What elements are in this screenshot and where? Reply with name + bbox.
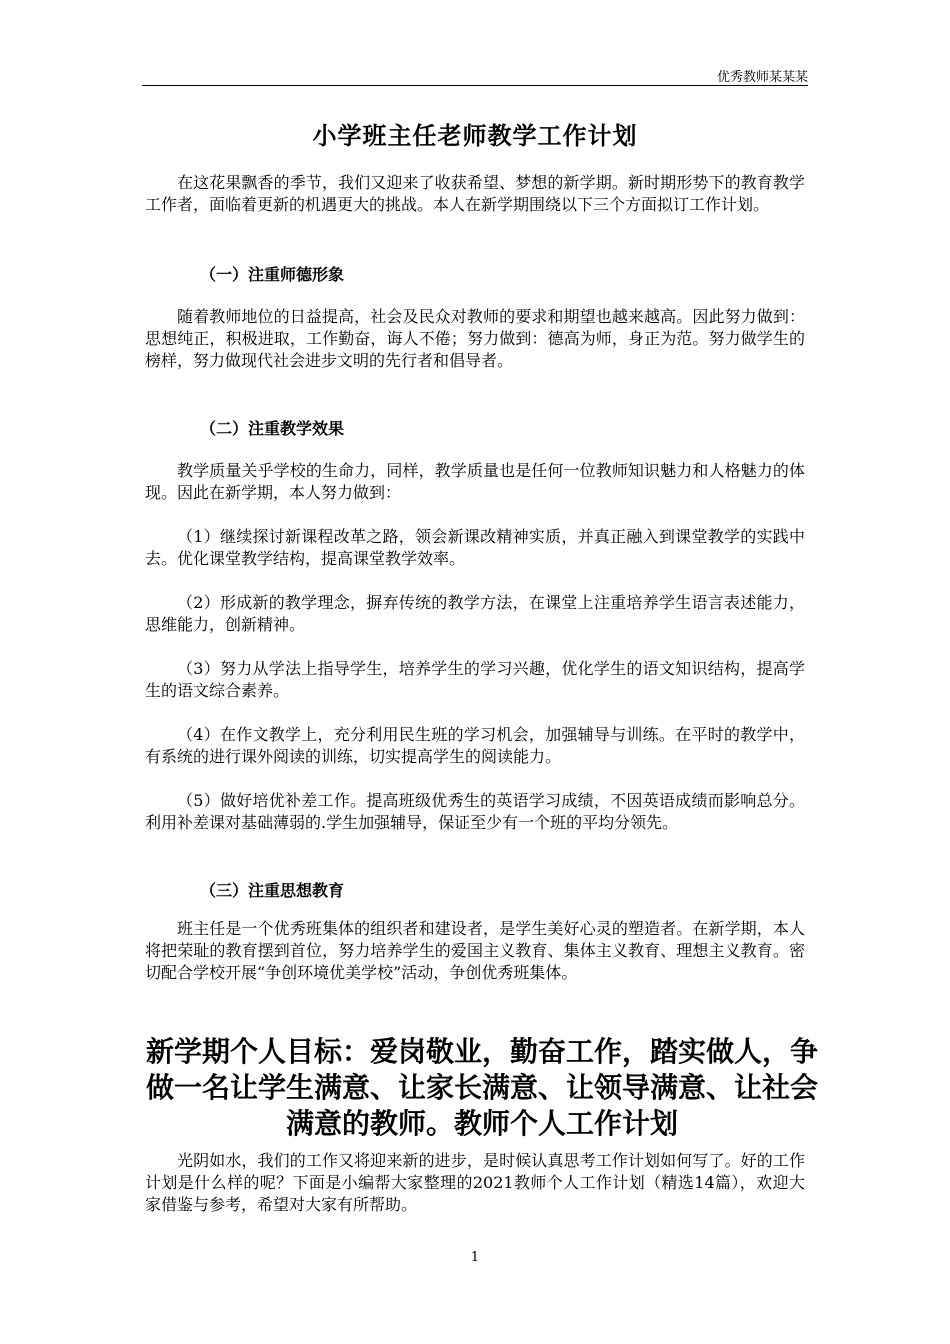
section-heading-1: （一）注重师德形象: [200, 265, 345, 284]
document-title: 小学班主任老师教学工作计划: [312, 121, 638, 150]
list-item-2: （2）形成新的教学理念，摒弃传统的教学方法，在课堂上注重培养学生语言表述能力，思维能力，创新精神。: [145, 593, 805, 634]
list-item-5: （5）做好培优补差工作。提高班级优秀生的英语学习成绩，不因英语成绩而影响总分。利用补差课对基础薄弱的.学生加强辅导，保证至少有一个班的平均分领先。: [145, 791, 805, 832]
page-number: 1: [470, 1250, 480, 1265]
list-item-1: （1）继续探讨新课程改革之路，领会新课改精神实质，并真正融入到课堂教学的实践中去。优化课堂教学结构，提高课堂教学效率。: [145, 527, 805, 568]
section-heading-2: （二）注重教学效果: [200, 419, 345, 438]
intro-paragraph: 在这花果飘香的季节，我们又迎来了收获希望、梦想的新学期。新时期形势下的教育教学工作者，面临着更新的机遇更大的挑战。本人在新学期围绕以下三个方面拟订工作计划。: [145, 173, 805, 214]
section-3-paragraph: 班主任是一个优秀班集体的组织者和建设者，是学生美好心灵的塑造者。在新学期，本人将把荣耻的教育摆到首位，努力培养学生的爱国主义教育、集体主义教育、理想主义教育。密切配合学校开展“争创环境优美学校”活动，争创优秀班集体。: [145, 919, 805, 982]
header-divider: [142, 85, 808, 86]
list-item-4: （4）在作文教学上，充分利用民生班的学习机会，加强辅导与训练。在平时的教学中，有系统的进行课外阅读的训练，切实提高学生的阅读能力。: [145, 725, 805, 766]
list-item-3: （3）努力从学法上指导学生，培养学生的学习兴趣，优化学生的语文知识结构，提高学生的语文综合素养。: [145, 659, 805, 700]
page-header-text: 优秀教师某某某: [716, 70, 808, 85]
section-2-paragraph: 教学质量关乎学校的生命力，同样，教学质量也是任何一位教师知识魅力和人格魅力的体现。因此在新学期，本人努力做到：: [145, 461, 805, 502]
section-heading-3: （三）注重思想教育: [200, 881, 345, 900]
section-1-paragraph: 随着教师地位的日益提高，社会及民众对教师的要求和期望也越来越高。因此努力做到：思想纯正，积极进取，工作勤奋，诲人不倦；努力做到：德高为师，身正为范。努力做学生的榜样，努力做现代社会进步文明的先行者和倡导者。: [145, 307, 805, 370]
closing-paragraph: 光阴如水，我们的工作又将迎来新的进步，是时候认真思考工作计划如何写了。好的工作计划是什么样的呢？下面是小编帮大家整理的2021教师个人工作计划（精选14篇），欢迎大家借鉴与参考，希望对大家有所帮助。: [145, 1151, 805, 1214]
large-heading: 新学期个人目标：爱岗敬业，勤奋工作，踏实做人，争做一名让学生满意、让家长满意、让领导满意、让社会满意的教师。教师个人工作计划: [145, 1035, 818, 1140]
